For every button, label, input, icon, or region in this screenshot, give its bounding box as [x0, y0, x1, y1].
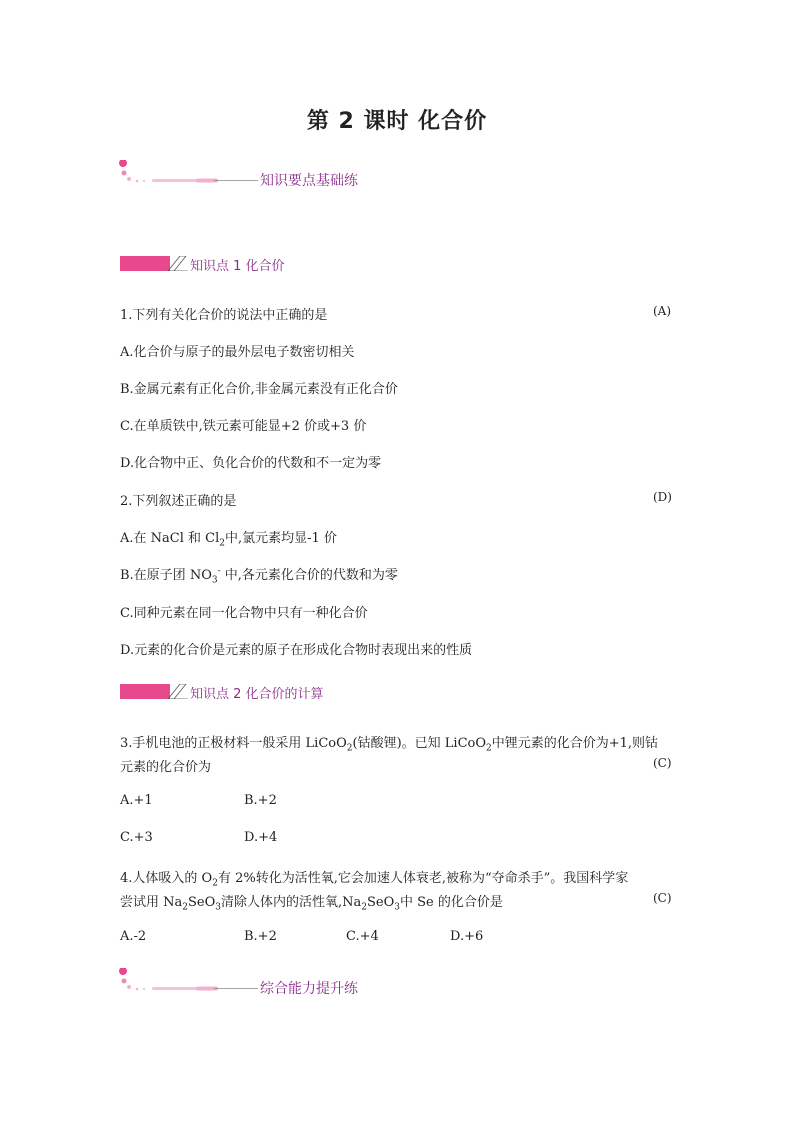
q4-stem-line1	[120, 867, 628, 889]
q3-stem-line2: 元素的化合价为	[120, 760, 212, 775]
q4-text-end: 有 2%转化为活性氧,它会加速人体衰老,被称为“夺命杀手”。我国科学家	[217, 871, 629, 886]
q4-option-b: B.+2	[244, 929, 277, 944]
q1-answer: (A)	[653, 304, 672, 318]
q3-text: 3.手机电池的正极材料一般采用 LiCoO	[120, 736, 347, 751]
q4-text: 尝试用 Na	[120, 895, 183, 910]
knowledge-point-1	[120, 256, 520, 272]
knowledge-tab-icon	[120, 684, 188, 699]
q3-text-end: 中锂元素的化合价为+1,则钴	[491, 736, 659, 751]
q2-b-text-end: 中,各元素化合价的代数和为零	[220, 568, 398, 583]
q4-subscript: 2	[182, 902, 188, 913]
q3-text-mid: (钴酸锂)。已知 LiCoO	[352, 736, 486, 751]
q2-b-text: B.在原子团 NO	[120, 568, 212, 583]
q4-option-d: D.+6	[450, 929, 484, 944]
q1-option-c: C.在单质铁中,铁元素可能显+2 价或+3 价	[120, 419, 367, 434]
section-title-basic: 知识要点基础练	[260, 173, 358, 189]
q3-stem-line1	[120, 732, 658, 754]
q2-option-a	[120, 527, 337, 549]
q2-option-c: C.同种元素在同一化合物中只有一种化合价	[120, 606, 368, 621]
q1-option-b: B.金属元素有正化合价,非金属元素没有正化合价	[120, 382, 398, 397]
q4-text: 清除人体内的活性氧,Na	[221, 895, 362, 910]
q1-option-a: A.化合价与原子的最外层电子数密切相关	[120, 345, 355, 360]
q1-option-d: D.化合物中正、负化合价的代数和不一定为零	[120, 456, 382, 471]
q3-option-a: A.+1	[120, 793, 153, 808]
q4-subscript: 3	[394, 902, 400, 913]
q4-subscript: 2	[212, 878, 218, 889]
q2-b-superscript: -	[217, 566, 221, 577]
q2-option-b	[120, 564, 398, 586]
knowledge-tab-icon	[120, 256, 188, 271]
page-title: 第 2 课时 化合价	[306, 109, 488, 134]
q2-option-d: D.元素的化合价是元素的原子在形成化合物时表现出来的性质	[120, 643, 473, 658]
decorative-dots-icon	[118, 160, 258, 190]
q2-a-text: A.在 NaCl 和 Cl	[120, 531, 220, 546]
q2-stem: 2.下列叙述正确的是	[120, 494, 237, 509]
section-banner-basic	[118, 160, 418, 190]
q3-subscript: 2	[346, 743, 353, 754]
q4-text: SeO	[367, 895, 395, 910]
q2-a-subscript: 2	[219, 538, 225, 549]
q4-subscript: 3	[215, 902, 221, 913]
q3-option-b: B.+2	[244, 793, 277, 808]
q4-stem-line2	[120, 891, 503, 913]
knowledge-point-2-label: 知识点 2 化合价的计算	[190, 687, 324, 702]
knowledge-point-2	[120, 684, 520, 700]
section-title-advanced: 综合能力提升练	[260, 981, 358, 997]
q4-text: SeO	[188, 895, 216, 910]
q2-a-text-end: 中,氯元素均显-1 价	[225, 531, 337, 546]
q4-text: 4.人体吸入的 O	[120, 871, 213, 886]
q2-b-subscript: 3	[211, 575, 218, 586]
q4-option-a: A.-2	[120, 929, 147, 944]
section-banner-advanced	[118, 968, 418, 998]
q3-option-c: C.+3	[120, 830, 153, 845]
q4-subscript: 2	[361, 902, 367, 913]
q3-subscript: 2	[486, 743, 492, 754]
q4-answer: (C)	[653, 891, 672, 905]
q4-text-end: 中 Se 的化合价是	[400, 895, 503, 910]
q2-answer: (D)	[653, 490, 672, 504]
decorative-dots-icon	[118, 968, 258, 998]
knowledge-point-1-label: 知识点 1 化合价	[190, 259, 285, 274]
q1-stem: 1.下列有关化合价的说法中正确的是	[120, 308, 328, 323]
q3-answer: (C)	[653, 756, 672, 770]
q3-option-d: D.+4	[244, 830, 278, 845]
q4-option-c: C.+4	[346, 929, 379, 944]
